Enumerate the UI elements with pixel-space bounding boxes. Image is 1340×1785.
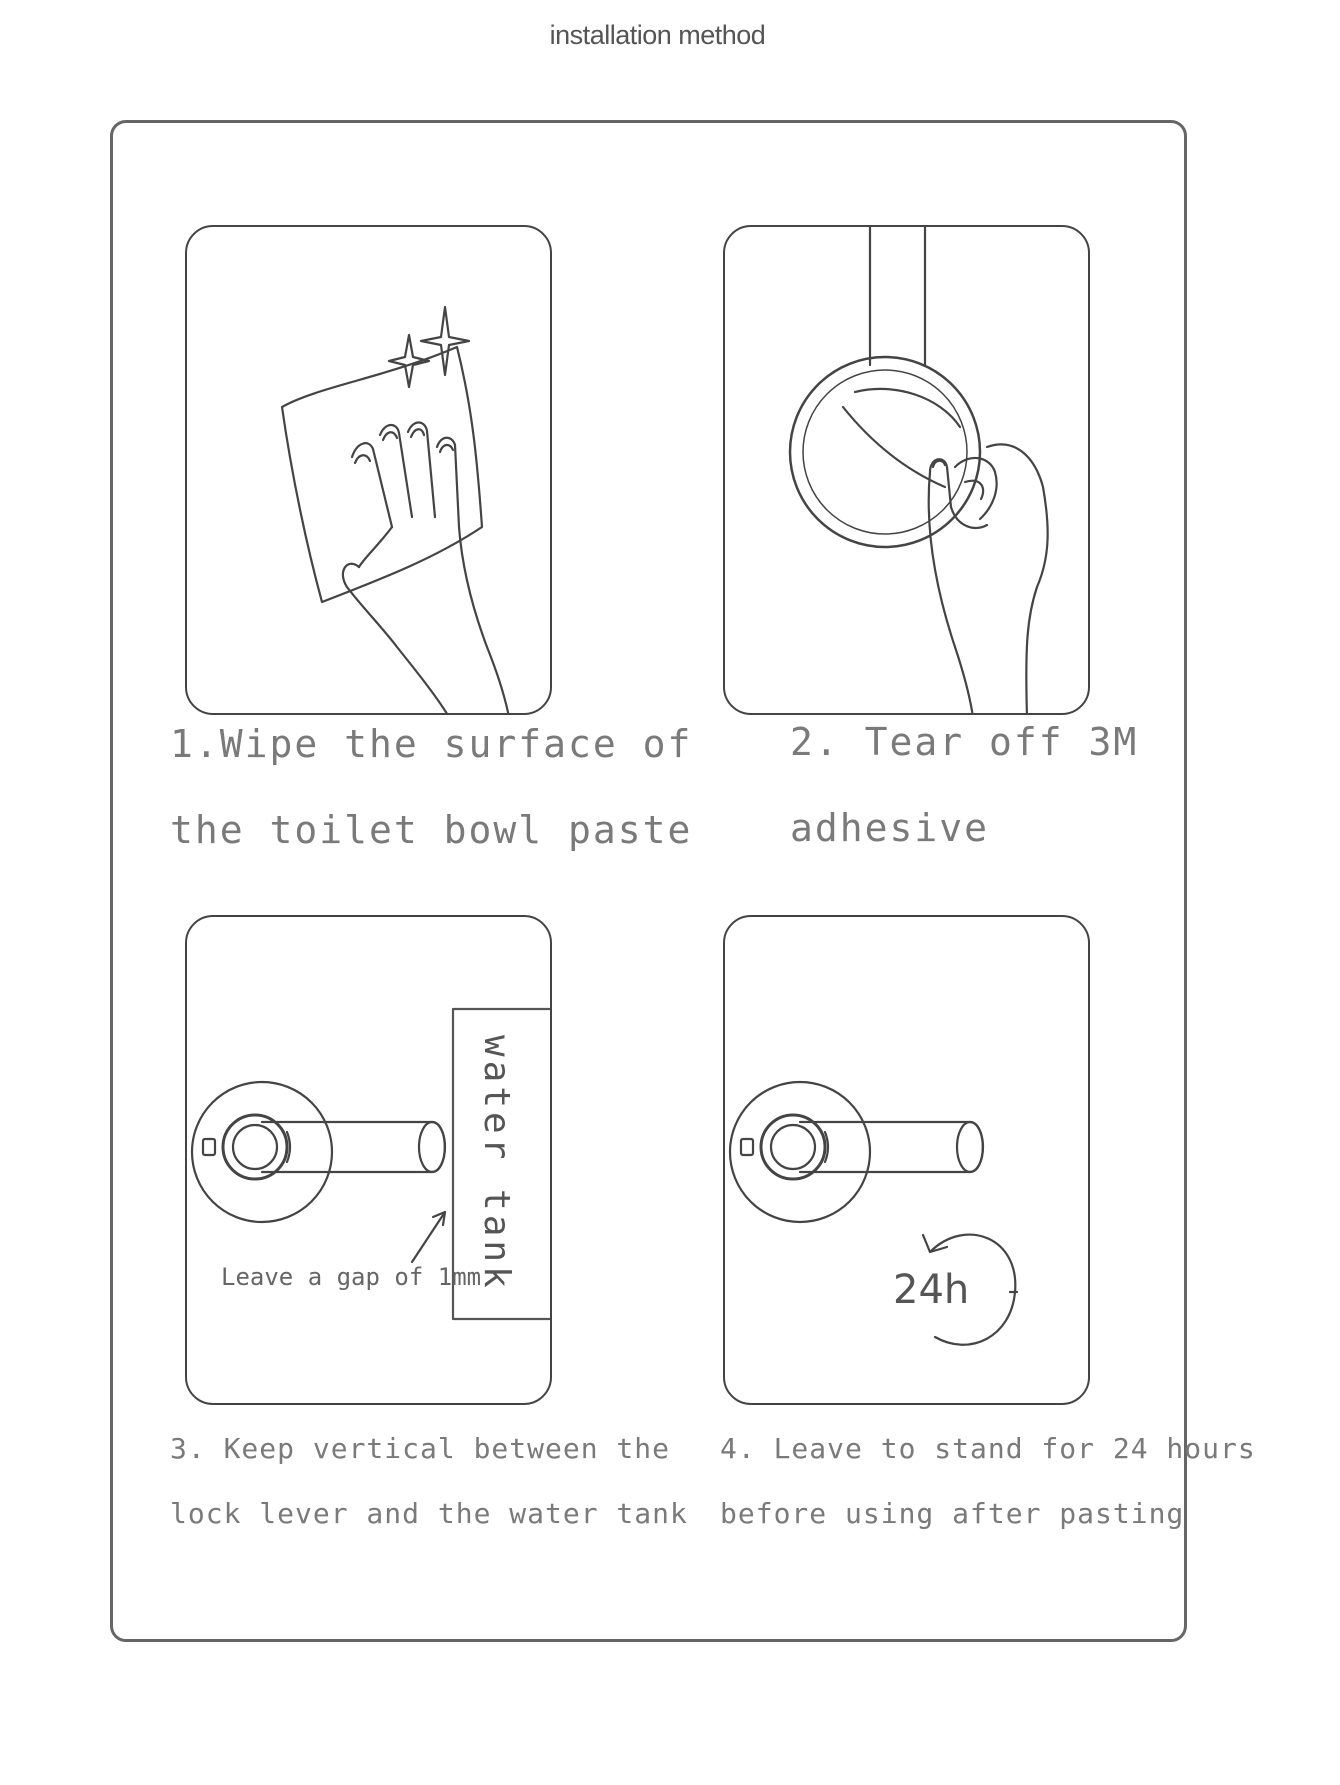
gap-label: Leave a gap of 1mm <box>221 1263 482 1291</box>
timer-24h-label: 24h <box>893 1267 970 1313</box>
step-3-panel <box>185 915 552 1405</box>
hand-wiping-cloth-icon <box>187 227 552 715</box>
water-tank-label: water tank <box>476 1035 517 1292</box>
step-2-caption-line1: 2. Tear off 3M <box>790 720 1139 764</box>
step-4-caption-line2: before using after pasting <box>720 1497 1185 1530</box>
step-4-panel <box>723 915 1090 1405</box>
step-2-caption-line2: adhesive <box>790 806 990 850</box>
step-1-panel <box>185 225 552 715</box>
hand-peeling-adhesive-icon <box>725 227 1090 715</box>
step-3-caption-line1: 3. Keep vertical between the <box>170 1432 671 1465</box>
step-1-caption-line1: 1.Wipe the surface of <box>170 722 693 766</box>
lock-lever-icon <box>725 917 1090 1405</box>
step-4-caption-line1: 4. Leave to stand for 24 hours <box>720 1432 1256 1465</box>
step-1-caption-line2: the toilet bowl paste <box>170 808 693 852</box>
step-2-panel <box>723 225 1090 715</box>
step-3-caption-line2: lock lever and the water tank <box>170 1497 688 1530</box>
page-title: installation method <box>549 20 766 50</box>
